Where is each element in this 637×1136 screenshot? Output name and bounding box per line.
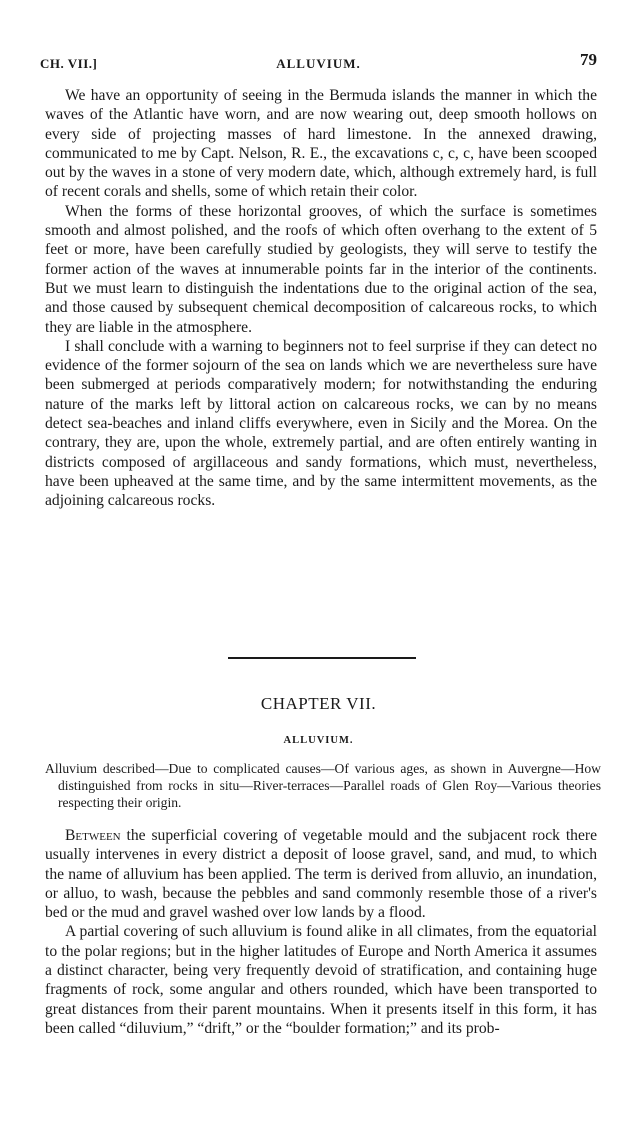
section-divider: [228, 657, 416, 659]
paragraph-text: the superficial covering of vegetable mould and the subjacent rock there usually intervenes in every district a deposit of loose gravel, sand, and mud, to which the name of alluvium has been applied. The term is derived from alluvio, an inundation, or alluo, to wash, because the pebbles and sand commonly resemble those of a river's bed or the mud and gravel washed over low lands by a flood.: [45, 827, 597, 922]
paragraph: A partial covering of such alluvium is found alike in all climates, from the equatorial to the polar regions; but in the higher latitudes of Europe and North America it assumes a distinct character, being very frequently devoid of stratification, and containing huge fragments of rock, some angular and others rounded, which have been transported to great distances from their parent mountains. When it presents itself in this form, it has been called “diluvium,” “drift,” or the “boulder formation;” and its prob-: [45, 923, 597, 1037]
text-block-top: [45, 86, 597, 511]
chapter-synopsis: [45, 760, 601, 811]
chapter-reference: CH. VII.]: [40, 56, 98, 71]
paragraph: I shall conclude with a warning to beginners not to feel surprise if they can detect no evidence of the former sojourn of the sea on lands which we are nevertheless sure have been submerged at periods comparatively modern; for notwithstanding the enduring nature of the marks left by littoral action on calcareous rocks, we can by no means detect sea-beaches and inland cliffs everywhere, even in Sicily and the Morea. On the contrary, they are, upon the whole, extremely partial, and are often entirely wanting in districts composed of argillaceous and sandy formations, which must, nevertheless, have been upheaved at the same time, and by the same intermittent movements, as the adjoining calcareous rocks.: [45, 337, 597, 510]
text-block-bottom: [45, 826, 597, 1038]
running-title: ALLUVIUM.: [276, 56, 361, 71]
synopsis-text: Alluvium described—Due to complicated causes—Of various ages, as shown in Auvergne—How distinguished from rocks in situ—River-terraces—Parallel roads of Glen Roy—Various theories respecting their origin.: [45, 761, 601, 810]
chapter-subheading: ALLUVIUM.: [283, 735, 354, 746]
lead-word: Between: [65, 827, 121, 844]
paragraph: When the forms of these horizontal grooves, of which the surface is sometimes smooth and almost polished, and the roofs of which often overhang to the extent of 5 feet or more, have been carefully studied by geologists, they will serve to testify the former action of the waves at innumerable points far in the interior of the continents. But we must learn to distinguish the indentations due to the original action of the sea, and those caused by subsequent chemical decomposition of calcareous rocks, to which they are liable in the atmosphere.: [45, 202, 597, 336]
page-number: 79: [580, 50, 597, 69]
paragraph: [45, 826, 597, 922]
running-header: [40, 50, 597, 74]
chapter-heading: CHAPTER VII.: [260, 694, 377, 713]
paragraph: We have an opportunity of seeing in the Bermuda islands the manner in which the waves of the Atlantic have worn, and are now wearing out, deep smooth hollows on every side of projecting masses of hard limestone. In the annexed drawing, communicated to me by Capt. Nelson, R. E., the excavations c, c, c, have been scooped out by the waves in a stone of very modern date, which, although extremely hard, is full of recent corals and shells, some of which retain their color.: [45, 87, 597, 201]
